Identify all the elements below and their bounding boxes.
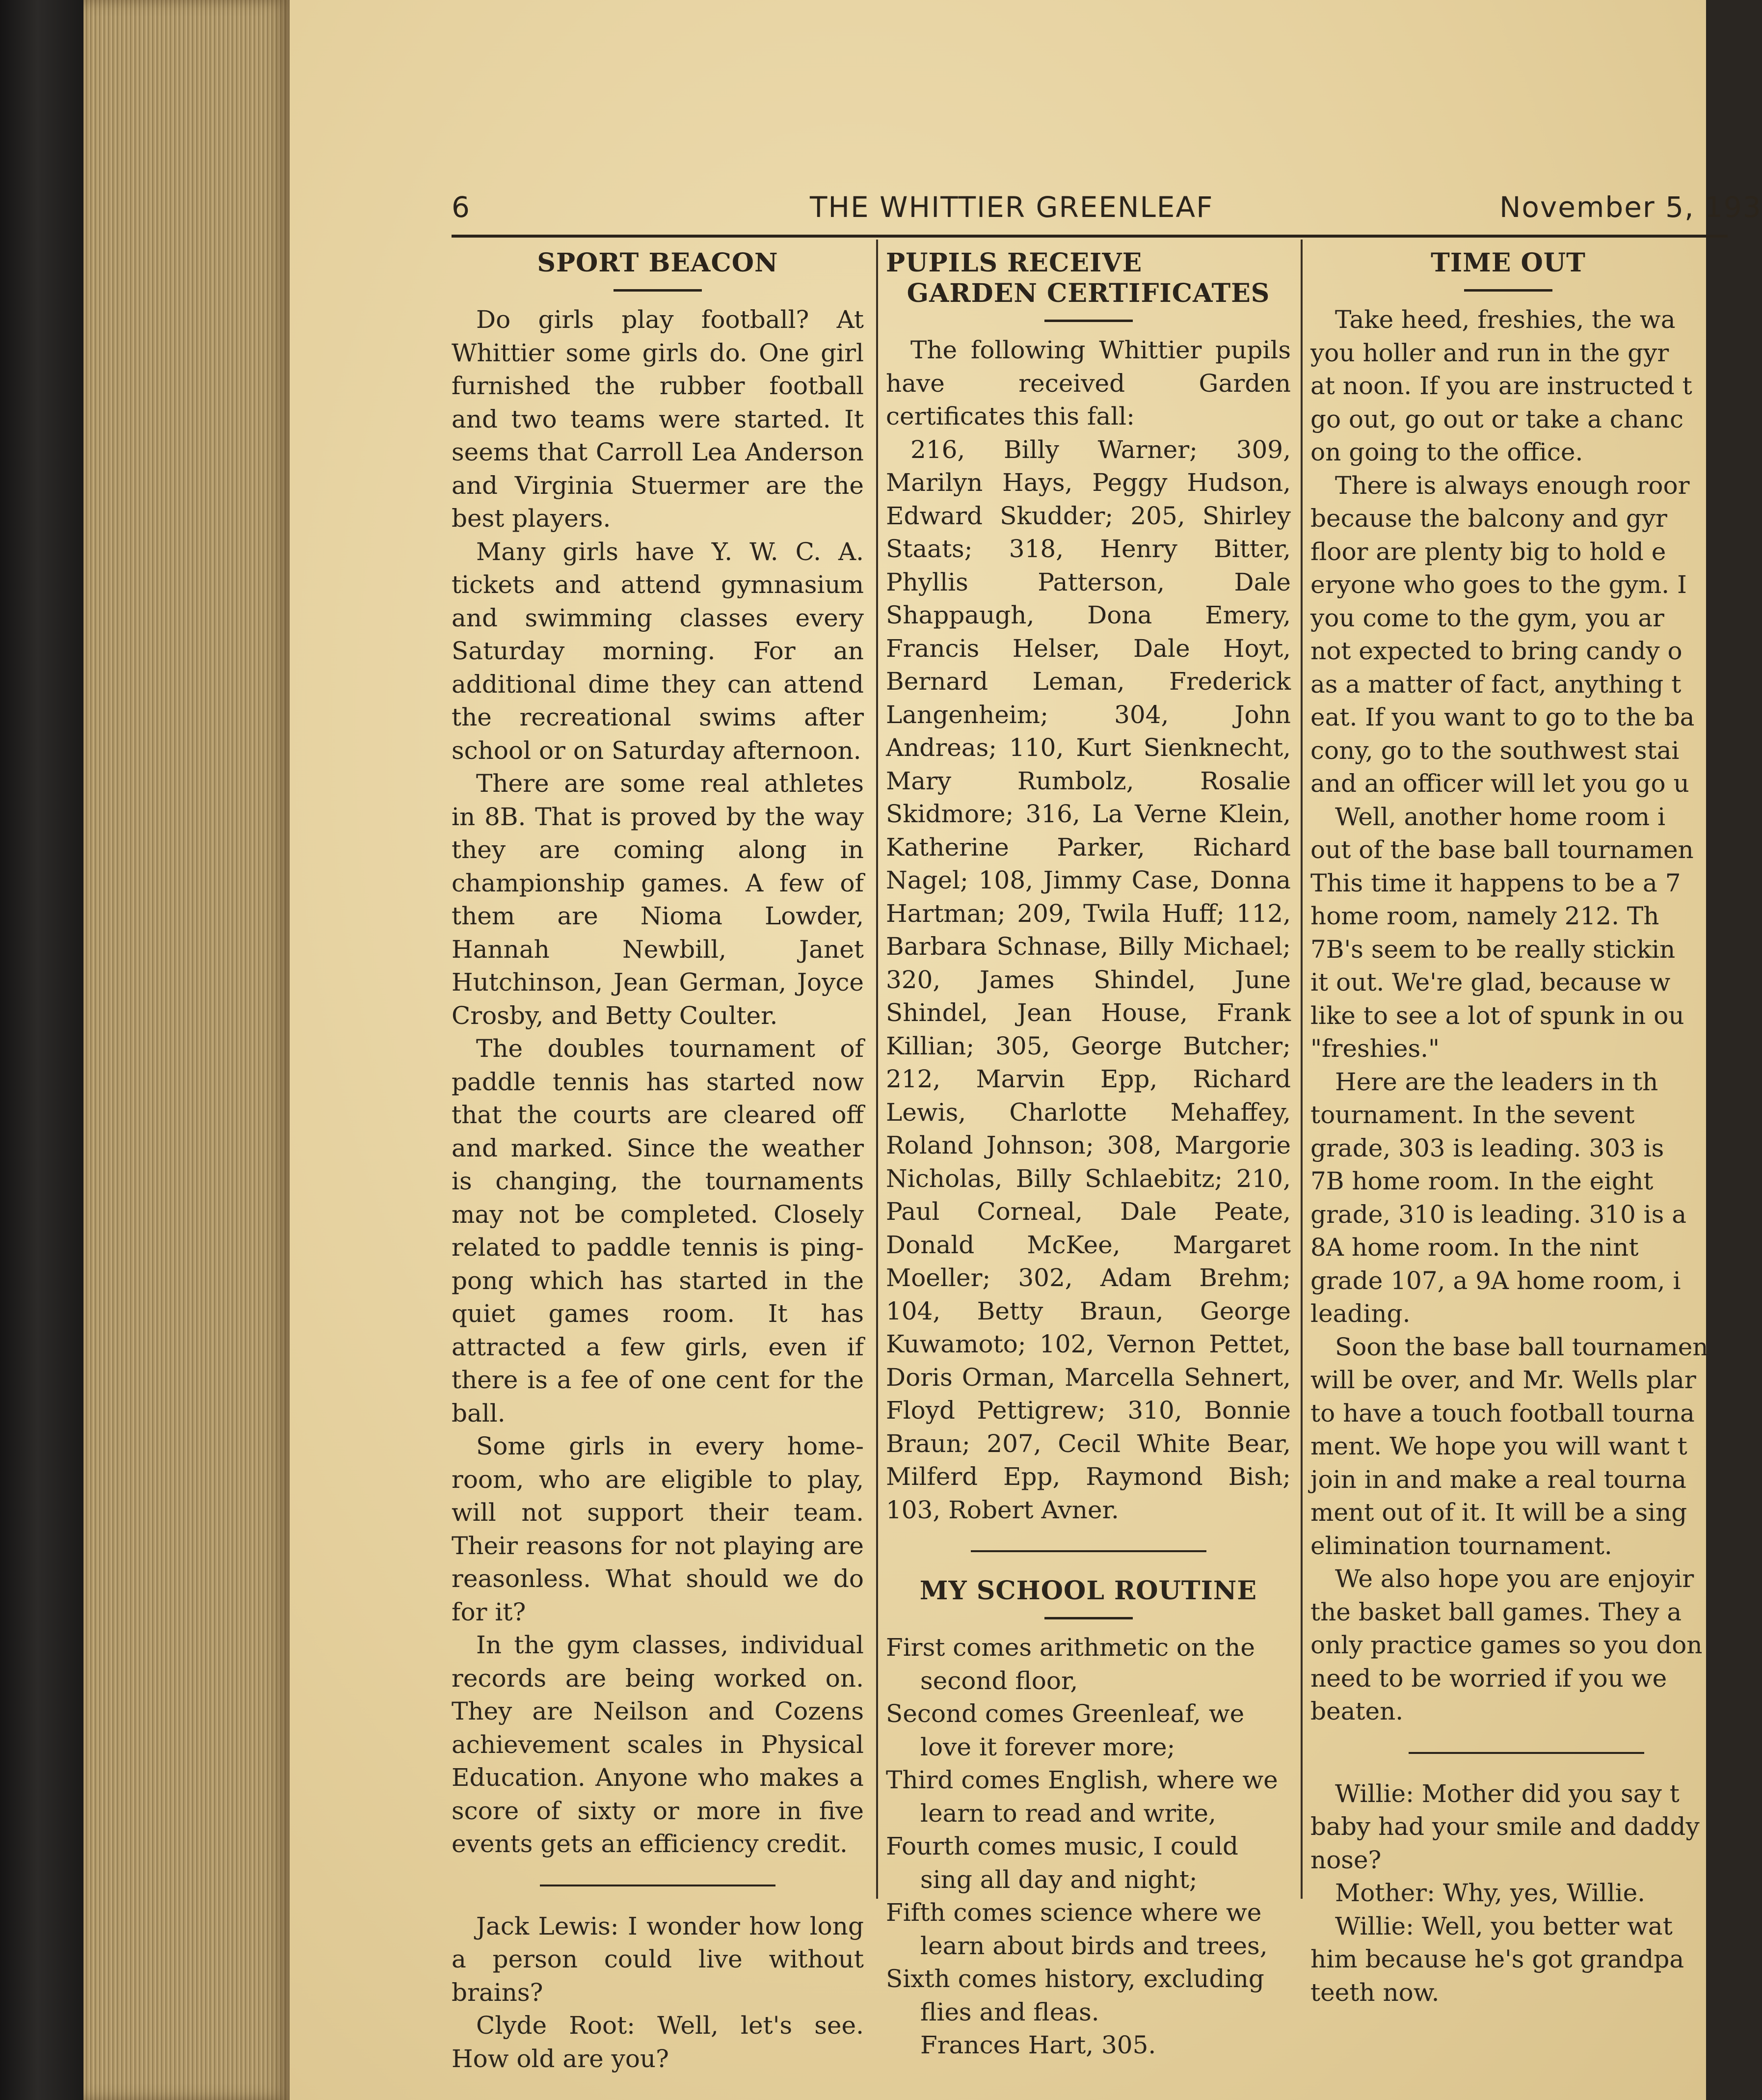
article-line: grade 107, a 9A home room, i xyxy=(1310,1266,1681,1295)
article-line: and an officer will let you go u xyxy=(1310,769,1689,798)
section-rule xyxy=(1409,1752,1644,1754)
section-rule xyxy=(540,1885,775,1886)
poem-line: Sixth comes history, excluding flies and fleas. xyxy=(886,1965,1264,2026)
article-line: grade, 303 is leading. 303 is xyxy=(1310,1133,1664,1162)
poem-line: Third comes English, where we learn to read and write, xyxy=(886,1766,1278,1828)
article-line: will be over, and Mr. Wells plar xyxy=(1310,1366,1696,1394)
article-paragraph: 216, Billy Warner; 309, Marilyn Hays, Peggy Hudson, Edward Skudder; 205, Shirley Staats; 318, Henry Bitter, Phyllis Patterson, Dale Shappaugh, Dona Emery, Francis Helser, Dale Hoyt, Bernard Leman, Frederick Langenheim; 304, John Andreas; 110, Kurt Sienknecht, Mary Rumbolz, Rosalie Skidmore; 316, La Verne Klein, Katherine Parker, Richard Nagel; 108, Jimmy Case, Donna Hartman; 209, Twila Huff; 112, Barbara Schnase, Billy Michael; 320, James Shindel, June Shindel, Jean House, Frank Killian; 305, George Butcher; 212, Marvin Epp, Richard Lewis, Charlotte Mehaffey, Roland Johnson; 308, Margorie Nicholas, Billy Schlaebitz; 210, Paul Corneal, Dale Peate, Donald McKee, Margaret Moeller; 302, Adam Brehm; 104, Betty Braun, George Kuwamoto; 102, Vernon Pettet, Doris Orman, Marcella Sehnert, Floyd Pettigrew; 310, Bonnie Braun; 207, Cecil White Bear, Milferd Epp, Raymond Bish; 103, Robert Avner. xyxy=(886,435,1291,1524)
column-garden-certificates xyxy=(886,248,1291,2062)
article-line: you come to the gym, you ar xyxy=(1310,603,1664,632)
article-line: the basket ball games. They a xyxy=(1310,1597,1682,1626)
article-paragraph: Do girls play football? At Whittier some girls do. One girl furnished the rubber football and two teams were started. It seems that Carroll Lea Anderson and Virginia Stuermer are the best players. xyxy=(452,305,864,533)
article-line: Soon the base ball tournamen xyxy=(1335,1332,1709,1361)
article-line: 7B home room. In the eight xyxy=(1310,1167,1654,1195)
article-line: ment out of it. It will be a sing xyxy=(1310,1498,1687,1527)
heading-rule xyxy=(1044,320,1133,322)
newspaper-title: THE WHITTIER GREENLEAF xyxy=(810,190,1214,224)
poem xyxy=(886,1631,1291,2062)
article-line: go out, go out or take a chanc xyxy=(1310,404,1683,433)
article-line: you holler and run in the gyr xyxy=(1310,338,1669,367)
joke-line: Clyde Root: Well, let's see. How old are you? xyxy=(452,2011,864,2073)
article-paragraph: In the gym classes, individual records are being worked on. They are Neilson and Cozens achievement scales in Physical Education. Anyone who makes a score of sixty or more in five events gets an efficiency credit. xyxy=(452,1631,864,1858)
page-header xyxy=(452,190,1762,230)
poem-line: Fifth comes science where we learn about birds and trees, xyxy=(886,1898,1268,1960)
column-sport-beacon xyxy=(452,248,864,2075)
article-line: eat. If you want to go to the ba xyxy=(1310,703,1695,731)
sport-beacon-heading: SPORT BEACON xyxy=(537,248,778,278)
article-line: leading. xyxy=(1310,1299,1411,1328)
garden-heading-line2: GARDEN CERTIFICATES xyxy=(907,278,1270,308)
article-line: need to be worried if you we xyxy=(1310,1664,1667,1693)
heading-rule xyxy=(1044,1617,1133,1619)
header-rule xyxy=(452,235,1728,238)
column-divider-2 xyxy=(1301,240,1303,1899)
article-paragraph: The doubles tournament of paddle tennis has started now that the courts are cleared off and marked. Since the weather is changing, the tournaments may not be completed. Closely related to paddle tennis is ping-pong which has started in the quiet games room. It has attracted a few girls, even if there is a fee of one cent for the ball. xyxy=(452,1034,864,1427)
article-line: to have a touch football tourna xyxy=(1310,1399,1695,1427)
article-line: beaten. xyxy=(1310,1697,1404,1725)
joke-line: baby had your smile and daddy xyxy=(1310,1812,1700,1841)
article-line: out of the base ball tournamen xyxy=(1310,835,1694,864)
joke-line: Willie: Well, you better wat xyxy=(1335,1912,1673,1940)
poem-line: Second comes Greenleaf, we love it forever more; xyxy=(886,1699,1245,1761)
page-number: 6 xyxy=(452,190,471,224)
article-line: home room, namely 212. Th xyxy=(1310,902,1659,930)
article-line: it out. We're glad, because w xyxy=(1310,968,1671,996)
article-line: cony, go to the southwest stai xyxy=(1310,736,1680,765)
article-line: at noon. If you are instructed t xyxy=(1310,372,1692,400)
article-line: grade, 310 is leading. 310 is a xyxy=(1310,1200,1687,1229)
article-line: "freshies." xyxy=(1310,1034,1440,1063)
article-paragraph: Some girls in every home-room, who are eligible to play, will not support their team. Their reasons for not playing are reasonless. What should we do for it? xyxy=(452,1432,864,1626)
heading-rule xyxy=(1464,289,1552,292)
article-line: Take heed, freshies, the wa xyxy=(1335,305,1676,334)
article-line: not expected to bring candy o xyxy=(1310,637,1682,665)
heading-rule xyxy=(614,289,702,292)
article-line: elimination tournament. xyxy=(1310,1531,1612,1560)
article-paragraph: Many girls have Y. W. C. A. tickets and attend gymnasium and swimming classes every Saturday morning. For an additional dime they can attend the recreational swims after school or on Saturday afternoon. xyxy=(452,537,864,765)
poem-line: Fourth comes music, I could sing all day and night; xyxy=(886,1832,1239,1894)
section-rule xyxy=(971,1550,1206,1552)
article-line: We also hope you are enjoyir xyxy=(1335,1564,1694,1593)
article-line: floor are plenty big to hold e xyxy=(1310,537,1666,566)
article-line: on going to the office. xyxy=(1310,438,1583,466)
article-line: Here are the leaders in th xyxy=(1335,1067,1658,1096)
poem-heading: MY SCHOOL ROUTINE xyxy=(919,1576,1257,1606)
column-time-out xyxy=(1310,248,1709,2009)
article-line: This time it happens to be a 7 xyxy=(1310,868,1681,897)
issue-date: November 5, 193 xyxy=(1499,190,1762,224)
joke-text xyxy=(1310,1777,1706,2010)
article-line: 7B's seem to be really stickin xyxy=(1310,935,1676,964)
article-paragraph: There are some real athletes in 8B. That is proved by the way they are coming along in championship games. A few of them are Nioma Lowder, Hannah Newbill, Janet Hutchinson, Jean German, Joyce Crosby, and Betty Coulter. xyxy=(452,769,864,1030)
joke-line: Willie: Mother did you say t xyxy=(1335,1779,1680,1808)
book-spine xyxy=(0,0,83,2100)
article-line: eryone who goes to the gym. I xyxy=(1310,570,1687,599)
article-line: only practice games so you don xyxy=(1310,1631,1703,1659)
article-line: Well, another home room i xyxy=(1335,802,1666,831)
article-line: ment. We hope you will want t xyxy=(1310,1432,1687,1460)
article-paragraph: The following Whittier pupils have received Garden certificates this fall: xyxy=(886,336,1291,431)
article-line: 8A home room. In the nint xyxy=(1310,1233,1639,1262)
joke-line: Jack Lewis: I wonder how long a person could live without brains? xyxy=(452,1912,864,2007)
article-line: as a matter of fact, anything t xyxy=(1310,670,1682,699)
poem-author: Frances Hart, 305. xyxy=(920,2031,1156,2059)
page-edges xyxy=(83,0,290,2100)
time-out-heading: TIME OUT xyxy=(1431,248,1586,278)
joke-line: nose? xyxy=(1310,1845,1382,1874)
article-line: There is always enough roor xyxy=(1335,471,1690,500)
garden-heading-line1: PUPILS RECEIVE xyxy=(886,248,1143,278)
newspaper-page xyxy=(290,0,1762,2100)
joke-line: him because he's got grandpa xyxy=(1310,1945,1684,1973)
poem-line: First comes arithmetic on the second floor, xyxy=(886,1633,1255,1695)
time-out-text xyxy=(1310,303,1709,1728)
article-line: because the balcony and gyr xyxy=(1310,504,1667,533)
column-divider-1 xyxy=(876,240,878,1899)
article-line: join in and make a real tourna xyxy=(1310,1465,1686,1494)
joke-line: teeth now. xyxy=(1310,1978,1440,2007)
article-line: tournament. In the sevent xyxy=(1310,1101,1635,1129)
article-line: like to see a lot of spunk in ou xyxy=(1310,1001,1684,1030)
joke-line: Mother: Why, yes, Willie. xyxy=(1335,1879,1646,1907)
